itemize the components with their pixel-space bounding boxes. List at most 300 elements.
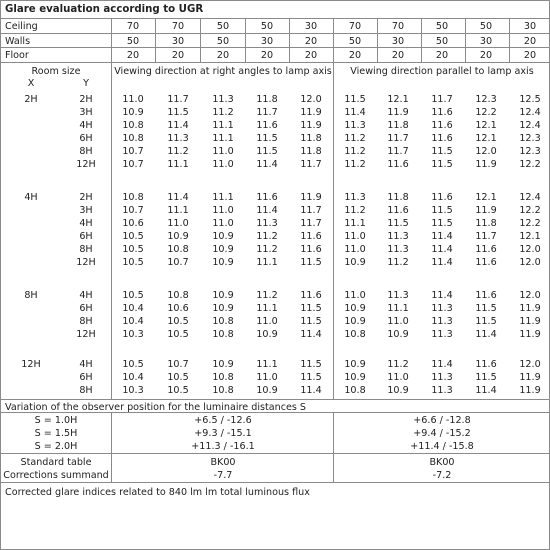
ugr-value: 11.2 xyxy=(387,257,409,268)
room-x-value: 2H xyxy=(24,94,38,105)
ugr-value: 10.9 xyxy=(344,359,366,370)
ugr-value: 10.9 xyxy=(344,316,366,327)
ugr-value: 10.8 xyxy=(122,133,144,144)
standard-table-right: BK00 xyxy=(210,457,236,468)
standard-table-parallel: BK00 xyxy=(429,457,455,468)
ugr-value: 11.8 xyxy=(256,94,278,105)
ugr-value: 11.2 xyxy=(256,244,278,255)
ugr-value: 12.1 xyxy=(475,192,497,203)
ugr-value: 11.9 xyxy=(519,329,541,340)
ugr-value: 11.0 xyxy=(344,290,366,301)
ugr-value: 11.6 xyxy=(431,192,453,203)
ugr-value: 11.6 xyxy=(475,244,497,255)
room-x-value: 4H xyxy=(24,192,38,203)
corrections-right: -7.7 xyxy=(213,470,233,481)
ugr-value: 11.0 xyxy=(344,231,366,242)
footer-row xyxy=(1,486,549,499)
ugr-value: 11.6 xyxy=(475,359,497,370)
grid-line xyxy=(200,18,201,62)
ugr-value: 11.3 xyxy=(344,192,366,203)
ugr-value: 10.9 xyxy=(256,385,278,396)
ugr-value: 10.8 xyxy=(212,329,234,340)
grid-line xyxy=(1,18,549,19)
corrections-label: Corrections summand xyxy=(3,470,109,481)
direction-right-angles-label: Viewing direction at right angles to lamp axis xyxy=(114,66,332,77)
ugr-value: 10.9 xyxy=(212,257,234,268)
table-row xyxy=(1,243,549,256)
ugr-value: 11.5 xyxy=(344,94,366,105)
surface-value: 50 xyxy=(260,21,274,32)
ugr-value: 11.2 xyxy=(256,290,278,301)
ugr-value: 11.4 xyxy=(300,329,322,340)
ugr-value: 11.4 xyxy=(344,107,366,118)
ugr-value: 10.9 xyxy=(344,303,366,314)
grid-line xyxy=(1,62,549,63)
surface-value: 20 xyxy=(171,50,185,61)
ugr-value: 12.2 xyxy=(519,205,541,216)
room-y-value: 6H xyxy=(79,303,93,314)
ugr-value: 11.0 xyxy=(167,218,189,229)
grid-line xyxy=(111,62,112,399)
ugr-value: 11.6 xyxy=(431,120,453,131)
ugr-value: 12.5 xyxy=(519,94,541,105)
ugr-value: 11.1 xyxy=(212,192,234,203)
table-row xyxy=(1,384,549,397)
ugr-value: 10.8 xyxy=(212,316,234,327)
variation-distance-label: S = 1.0H xyxy=(34,415,78,426)
ugr-value: 10.4 xyxy=(122,372,144,383)
table-row xyxy=(1,106,549,119)
ugr-value: 11.7 xyxy=(300,205,322,216)
ugr-value: 11.5 xyxy=(256,133,278,144)
room-y-value: 6H xyxy=(79,372,93,383)
room-y-value: 6H xyxy=(79,231,93,242)
ugr-value: 10.9 xyxy=(122,107,144,118)
ugr-value: 10.8 xyxy=(122,120,144,131)
ugr-value: 11.4 xyxy=(167,192,189,203)
room-size-label: Room size xyxy=(31,66,81,77)
corrections-row xyxy=(1,469,549,482)
grid-line xyxy=(1,482,549,483)
ugr-value: 11.4 xyxy=(256,159,278,170)
ugr-value: 11.1 xyxy=(344,218,366,229)
ugr-value: 10.7 xyxy=(122,146,144,157)
surface-value: 50 xyxy=(126,36,140,47)
ugr-value: 10.9 xyxy=(212,231,234,242)
grid-line xyxy=(1,412,549,413)
surface-value: 70 xyxy=(126,21,140,32)
ugr-value: 11.0 xyxy=(212,159,234,170)
surface-value: 70 xyxy=(171,21,185,32)
ugr-value: 10.9 xyxy=(212,359,234,370)
ugr-value: 11.3 xyxy=(344,120,366,131)
corrections-parallel: -7.2 xyxy=(432,470,452,481)
ugr-value: 11.6 xyxy=(300,244,322,255)
room-y-value: 4H xyxy=(79,359,93,370)
table-row xyxy=(1,302,549,315)
ugr-value: 12.1 xyxy=(519,231,541,242)
ugr-value: 11.3 xyxy=(387,244,409,255)
ugr-value: 11.4 xyxy=(431,244,453,255)
ugr-value: 11.6 xyxy=(475,257,497,268)
table-title: Glare evaluation according to UGR xyxy=(5,4,204,15)
ugr-value: 10.6 xyxy=(122,218,144,229)
ugr-value: 12.1 xyxy=(387,94,409,105)
ugr-value: 12.1 xyxy=(475,120,497,131)
room-y-value: 12H xyxy=(76,329,96,340)
room-y-value: 4H xyxy=(79,218,93,229)
ugr-value: 12.2 xyxy=(519,218,541,229)
room-y-value: 2H xyxy=(79,94,93,105)
footer-note: Corrected glare indices related to 840 lm lm total luminous flux xyxy=(5,487,310,498)
surface-value: 20 xyxy=(479,50,493,61)
ugr-value: 11.6 xyxy=(387,205,409,216)
ugr-value: 11.9 xyxy=(475,205,497,216)
surface-value: 50 xyxy=(479,21,493,32)
table-row xyxy=(1,132,549,145)
ugr-value: 10.5 xyxy=(122,359,144,370)
ugr-value: 11.3 xyxy=(431,385,453,396)
room-y-value: 3H xyxy=(79,107,93,118)
ugr-value: 11.9 xyxy=(300,107,322,118)
ugr-value: 10.7 xyxy=(167,257,189,268)
ugr-value: 11.6 xyxy=(475,290,497,301)
table-row xyxy=(1,119,549,132)
ugr-value: 12.0 xyxy=(519,257,541,268)
ugr-value: 10.8 xyxy=(212,385,234,396)
surface-row xyxy=(1,20,549,33)
ugr-value: 11.2 xyxy=(387,359,409,370)
ugr-value: 11.0 xyxy=(256,316,278,327)
ugr-value: 11.5 xyxy=(475,303,497,314)
surface-value: 70 xyxy=(348,21,362,32)
ugr-value: 11.5 xyxy=(431,218,453,229)
ugr-value: 12.0 xyxy=(519,244,541,255)
ugr-value: 12.0 xyxy=(519,290,541,301)
grid-line xyxy=(1,47,549,48)
variation-distance-label: S = 1.5H xyxy=(34,428,78,439)
ugr-value: 11.3 xyxy=(387,231,409,242)
xy-header-row xyxy=(1,77,549,90)
ugr-value: 10.5 xyxy=(167,329,189,340)
table-row xyxy=(1,230,549,243)
ugr-value: 11.5 xyxy=(475,372,497,383)
surface-value: 30 xyxy=(171,36,185,47)
ugr-value: 10.5 xyxy=(122,231,144,242)
room-y-value: 3H xyxy=(79,205,93,216)
ugr-value: 11.0 xyxy=(122,94,144,105)
ugr-value: 10.9 xyxy=(212,303,234,314)
surface-value: 20 xyxy=(260,50,274,61)
table-row xyxy=(1,328,549,341)
ugr-value: 12.2 xyxy=(475,107,497,118)
ugr-value: 11.9 xyxy=(519,303,541,314)
variation-right-value: +11.3 / -16.1 xyxy=(191,441,255,452)
ugr-value: 10.4 xyxy=(122,303,144,314)
room-y-value: 12H xyxy=(76,257,96,268)
surface-value: 50 xyxy=(348,36,362,47)
ugr-value: 10.9 xyxy=(212,290,234,301)
surface-value: 20 xyxy=(523,36,537,47)
ugr-value: 11.3 xyxy=(431,303,453,314)
ugr-value: 11.0 xyxy=(212,146,234,157)
variation-distance-label: S = 2.0H xyxy=(34,441,78,452)
grid-line xyxy=(1,399,549,400)
ugr-value: 10.9 xyxy=(212,244,234,255)
table-row xyxy=(1,289,549,302)
ugr-value: 11.0 xyxy=(256,372,278,383)
variation-parallel-value: +11.4 / -15.8 xyxy=(410,441,474,452)
ugr-value: 11.1 xyxy=(387,303,409,314)
ugr-value: 11.3 xyxy=(212,94,234,105)
room-y-value: 6H xyxy=(79,133,93,144)
ugr-value: 11.5 xyxy=(431,205,453,216)
standard-table-label: Standard table xyxy=(20,457,92,468)
room-x-value: 12H xyxy=(21,359,41,370)
grid-line xyxy=(333,412,334,482)
grid-line xyxy=(333,18,334,399)
ugr-value: 11.5 xyxy=(431,146,453,157)
ugr-value: 11.9 xyxy=(475,159,497,170)
ugr-value: 10.8 xyxy=(122,192,144,203)
grid-line xyxy=(155,18,156,62)
room-y-value: 4H xyxy=(79,290,93,301)
room-y-value: 8H xyxy=(79,244,93,255)
surface-value: 30 xyxy=(479,36,493,47)
ugr-value: 11.3 xyxy=(431,316,453,327)
surface-row xyxy=(1,49,549,62)
ugr-value: 11.0 xyxy=(212,218,234,229)
variation-row xyxy=(1,440,549,453)
variation-row xyxy=(1,414,549,427)
grid-line xyxy=(377,18,378,62)
surface-value: 50 xyxy=(216,21,230,32)
ugr-value: 11.6 xyxy=(431,133,453,144)
ugr-value: 11.8 xyxy=(387,192,409,203)
ugr-value: 11.6 xyxy=(256,120,278,131)
table-row xyxy=(1,191,549,204)
ugr-value: 10.9 xyxy=(167,231,189,242)
ugr-value: 11.1 xyxy=(167,159,189,170)
ugr-value: 11.7 xyxy=(300,159,322,170)
ugr-value: 11.2 xyxy=(167,146,189,157)
ugr-value: 11.9 xyxy=(519,316,541,327)
room-y-value: 4H xyxy=(79,120,93,131)
ugr-value: 11.8 xyxy=(475,218,497,229)
ugr-value: 11.5 xyxy=(300,257,322,268)
ugr-value: 10.9 xyxy=(387,385,409,396)
ugr-value: 11.1 xyxy=(256,257,278,268)
surface-value: 50 xyxy=(216,36,230,47)
ugr-value: 11.5 xyxy=(387,218,409,229)
surface-value: 20 xyxy=(304,36,318,47)
variation-right-value: +9.3 / -15.1 xyxy=(194,428,252,439)
surface-value: 30 xyxy=(391,36,405,47)
ugr-value: 11.3 xyxy=(431,329,453,340)
ugr-value: 10.5 xyxy=(122,257,144,268)
grid-line xyxy=(465,18,466,62)
ugr-value: 11.4 xyxy=(431,359,453,370)
ugr-value: 10.8 xyxy=(344,385,366,396)
surface-value: 30 xyxy=(523,21,537,32)
ugr-value: 10.8 xyxy=(212,372,234,383)
ugr-value: 11.9 xyxy=(519,372,541,383)
surface-value: 50 xyxy=(435,36,449,47)
ugr-value: 12.3 xyxy=(519,146,541,157)
surface-value: 30 xyxy=(260,36,274,47)
variation-right-value: +6.5 / -12.6 xyxy=(194,415,252,426)
ugr-value: 10.7 xyxy=(167,359,189,370)
room-y-value: 12H xyxy=(76,159,96,170)
ugr-value: 12.4 xyxy=(519,107,541,118)
ugr-value: 11.0 xyxy=(212,205,234,216)
ugr-value: 10.7 xyxy=(122,159,144,170)
ugr-value: 11.7 xyxy=(256,107,278,118)
ugr-value: 12.0 xyxy=(519,359,541,370)
ugr-value: 11.7 xyxy=(167,94,189,105)
ugr-value: 12.1 xyxy=(475,133,497,144)
ugr-value: 12.0 xyxy=(475,146,497,157)
ugr-value: 11.3 xyxy=(431,372,453,383)
surface-label: Floor xyxy=(5,50,29,61)
ugr-value: 11.8 xyxy=(300,146,322,157)
surface-value: 20 xyxy=(391,50,405,61)
ugr-value: 11.5 xyxy=(300,359,322,370)
surface-label: Ceiling xyxy=(5,21,38,32)
ugr-value: 10.3 xyxy=(122,385,144,396)
ugr-value: 11.5 xyxy=(300,372,322,383)
surface-value: 70 xyxy=(391,21,405,32)
ugr-value: 11.6 xyxy=(431,107,453,118)
table-row xyxy=(1,145,549,158)
ugr-value: 11.8 xyxy=(387,120,409,131)
room-y-value: 8H xyxy=(79,385,93,396)
ugr-value: 11.3 xyxy=(256,218,278,229)
variation-parallel-value: +9.4 / -15.2 xyxy=(413,428,471,439)
ugr-value: 11.4 xyxy=(256,205,278,216)
ugr-value: 11.2 xyxy=(256,231,278,242)
ugr-value: 10.8 xyxy=(344,329,366,340)
table-row xyxy=(1,315,549,328)
ugr-value: 11.1 xyxy=(167,205,189,216)
ugr-value: 10.3 xyxy=(122,329,144,340)
ugr-value: 11.6 xyxy=(300,290,322,301)
ugr-value: 10.7 xyxy=(122,205,144,216)
ugr-value: 11.7 xyxy=(300,218,322,229)
grid-line xyxy=(509,18,510,62)
ugr-value: 12.4 xyxy=(519,192,541,203)
ugr-value: 11.1 xyxy=(212,133,234,144)
ugr-value: 12.3 xyxy=(519,133,541,144)
ugr-value: 11.2 xyxy=(344,159,366,170)
ugr-value: 10.8 xyxy=(167,290,189,301)
variation-parallel-value: +6.6 / -12.8 xyxy=(413,415,471,426)
ugr-value: 10.4 xyxy=(122,316,144,327)
room-y-value: 2H xyxy=(79,192,93,203)
ugr-value: 11.4 xyxy=(431,231,453,242)
ugr-value: 11.4 xyxy=(475,385,497,396)
ugr-value: 10.9 xyxy=(344,372,366,383)
ugr-value: 11.2 xyxy=(212,107,234,118)
ugr-value: 11.5 xyxy=(256,146,278,157)
surface-value: 20 xyxy=(348,50,362,61)
ugr-value: 11.6 xyxy=(387,159,409,170)
surface-label: Walls xyxy=(5,36,31,47)
room-x-value: 8H xyxy=(24,290,38,301)
variation-row xyxy=(1,427,549,440)
surface-value: 30 xyxy=(304,21,318,32)
grid-line xyxy=(111,412,112,482)
ugr-value: 11.9 xyxy=(387,107,409,118)
ugr-value: 10.5 xyxy=(167,385,189,396)
ugr-value: 10.9 xyxy=(256,329,278,340)
ugr-value: 11.2 xyxy=(344,146,366,157)
surface-value: 20 xyxy=(216,50,230,61)
table-row xyxy=(1,158,549,171)
ugr-value: 10.5 xyxy=(122,290,144,301)
ugr-value: 11.3 xyxy=(387,290,409,301)
ugr-value: 11.4 xyxy=(431,257,453,268)
surface-value: 20 xyxy=(435,50,449,61)
x-label: X xyxy=(27,78,35,89)
ugr-value: 11.4 xyxy=(300,385,322,396)
ugr-value: 11.7 xyxy=(475,231,497,242)
ugr-value: 11.4 xyxy=(167,120,189,131)
direction-parallel-label: Viewing direction parallel to lamp axis xyxy=(350,66,534,77)
ugr-value: 11.4 xyxy=(475,329,497,340)
table-row xyxy=(1,371,549,384)
ugr-value: 11.9 xyxy=(519,385,541,396)
ugr-value: 10.9 xyxy=(387,329,409,340)
grid-line xyxy=(1,33,549,34)
ugr-value: 11.7 xyxy=(431,94,453,105)
ugr-value: 11.0 xyxy=(344,244,366,255)
ugr-value: 11.7 xyxy=(387,146,409,157)
ugr-value: 11.0 xyxy=(387,316,409,327)
surface-value: 20 xyxy=(523,50,537,61)
ugr-value: 11.8 xyxy=(300,133,322,144)
ugr-value: 11.5 xyxy=(475,316,497,327)
variation-label: Variation of the observer position for the luminaire distances S xyxy=(5,402,307,413)
ugr-value: 11.3 xyxy=(167,133,189,144)
ugr-value: 11.2 xyxy=(344,133,366,144)
ugr-value: 10.5 xyxy=(167,372,189,383)
grid-line xyxy=(421,18,422,62)
ugr-value: 10.9 xyxy=(344,257,366,268)
ugr-value: 10.5 xyxy=(167,316,189,327)
room-y-value: 8H xyxy=(79,316,93,327)
grid-line xyxy=(111,18,112,62)
ugr-value: 10.6 xyxy=(167,303,189,314)
ugr-value: 11.5 xyxy=(167,107,189,118)
ugr-value: 11.6 xyxy=(300,231,322,242)
ugr-value: 11.6 xyxy=(256,192,278,203)
table-row xyxy=(1,93,549,106)
ugr-value: 11.2 xyxy=(344,205,366,216)
ugr-value: 11.4 xyxy=(431,290,453,301)
room-y-value: 8H xyxy=(79,146,93,157)
ugr-value: 11.0 xyxy=(387,372,409,383)
ugr-value: 12.3 xyxy=(475,94,497,105)
grid-line xyxy=(289,18,290,62)
ugr-value: 12.2 xyxy=(519,159,541,170)
ugr-value: 10.5 xyxy=(122,244,144,255)
table-row xyxy=(1,217,549,230)
ugr-value: 11.1 xyxy=(212,120,234,131)
table-row xyxy=(1,204,549,217)
y-label: Y xyxy=(83,78,89,89)
standard-table-row xyxy=(1,456,549,469)
